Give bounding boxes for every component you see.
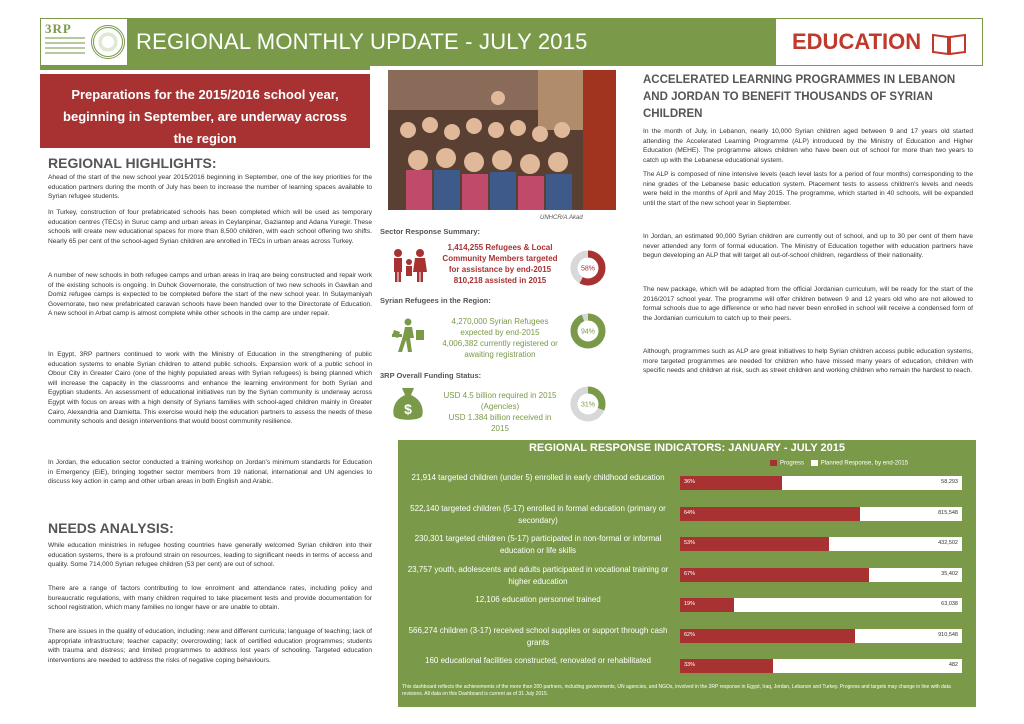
needs-title: NEEDS ANALYSIS: <box>48 520 174 536</box>
needs-paragraph: There are a range of factors contributing to low enrolment and attendance rates, including policy and bureaucratic regulations, with many children required to take placement tests and provide documentation for school registration, which many families no longer have or are unable to obtain. <box>48 585 372 612</box>
indicator-pct-label: 64% <box>684 509 696 516</box>
indicator-pct-label: 53% <box>684 540 696 546</box>
article-title: ACCELERATED LEARNING PROGRAMMES IN LEBANON AND JORDAN TO BENEFIT THOUSANDS OF SYRIAN CHILDREN <box>643 74 956 120</box>
funding-label: 3RP Overall Funding Status: <box>380 371 482 380</box>
article-paragraph: In the month of July, in Lebanon, nearly 10,000 Syrian children aged between 9 and 17 years old started attending the Accelerated Learning Programme (ALP) introduced by the Ministry of Education and Higher Education (MEHE). The programme allows children who have been out of school for more than two years to catch up with the Lebanese educational system. <box>643 128 973 164</box>
indicator-pct-label: 62% <box>684 631 696 638</box>
indicator-progress-bar <box>680 476 782 490</box>
sector-summary-stat <box>440 242 560 286</box>
sector-summary-label: Sector Response Summary: <box>380 227 481 236</box>
indicator-row <box>398 531 976 561</box>
needs-paragraph: While education ministries in refugee hosting countries have generally welcomed Syrian children into their education systems, there is a profound strain on resources, leading to significant needs in terms of access and quality. Some 714,000 Syrian refugee children (53 per cent) are out of school. <box>48 542 372 569</box>
indicator-progress-bar <box>680 568 869 582</box>
indicator-label: 522,140 targeted children (5-17) enrolled in formal education (primary or secondary) <box>410 503 666 525</box>
indicator-label: 566,274 children (3-17) received school supplies or support through cash grants <box>408 625 668 647</box>
indicator-label: 23,757 youth, adolescents and adults participated in vocational training or higher education <box>407 564 669 586</box>
indicators-panel <box>398 440 976 707</box>
refugees-pct-label: 94% <box>580 328 596 336</box>
indicator-label: 230,301 targeted children (5-17) participated in non-formal or informal education or life skills <box>414 534 662 555</box>
refugees-expected-text: 4,270,000 Syrian Refugees expected by end-2015 <box>451 317 549 337</box>
highlights-paragraph: Ahead of the start of the new school year 2015/2016 beginning in September, one of the key priorities for the education partners during the month of July has been to increase the number of learning spaces available to Syrian refugee students. <box>48 174 372 201</box>
indicators-footnote: This dashboard reflects the achievements of the more than 200 partners, including governments, UN agencies, and NGOs, involved in the 3RP response in Egypt, Iraq, Jordan, Lebanon and Turkey. Progress and targets may change in line with data revisions. All data on this Dashboard is current as of 31 July 2015. <box>402 684 951 697</box>
sector-progress-donut <box>570 250 606 286</box>
indicator-row <box>398 623 976 653</box>
article-paragraph: The ALP is composed of nine intensive levels (each level lasts for a period of four months) corresponding to the nine grades of the Lebanese basic education system. Placement tests to assess children's levels and needs were held in the months of April and May 2015. The programme, which started in 40 schools, will be expanded until the start of the new school year in September. <box>643 171 973 207</box>
indicator-row <box>398 562 976 592</box>
indicators-legend <box>770 460 908 467</box>
article-paragraph: The new package, which will be adapted from the official Jordanian curriculum, will be ready for the start of the 2016/2017 school year. The programme will offer children between 9 and 12 years old who are not allowed to formal schools due to age difference or who had never been enrolled in school will receive a condensed form of the Jordanian curriculum to catch up to their peers. <box>643 286 973 322</box>
highlights-title: REGIONAL HIGHLIGHTS: <box>48 155 217 171</box>
highlights-paragraph: In Egypt, 3RP partners continued to work with the Ministry of Education in the strengthening of public education systems to enable Syrian children to attend public schools. Expansion work of a public school in Obour City in Greater Cairo (one of the highly populated areas with Syrian refugees) is being planned which will increase the capacity in the classrooms and enhance the learning environment for both Syrian and Egyptian students. An assessment of educational initiatives run by the Syrian community is underway across Egypt with focus on areas with a high density of Syrians families with school-aged children mainly in Greater Cairo, Alexandria and Damietta. This exercise would help the education partners to assess the needs of these community schools and design interventions that would boost community resilience. <box>48 351 372 426</box>
indicator-row <box>398 653 976 683</box>
refugees-registered-text: 4,006,382 currently registered or awaiting registration <box>442 339 558 359</box>
family-icon <box>390 248 430 282</box>
page-title: REGIONAL MONTHLY UPDATE - JULY 2015 <box>136 29 588 54</box>
legend-planned-label: Planned Response, by end-2015 <box>820 460 909 467</box>
sector-targeted-text: 1,414,255 Refugees & Local Community Members targeted for assistance by end-2015 <box>442 243 558 274</box>
indicator-target-label: 815,548 <box>938 509 958 516</box>
article-paragraph: In Jordan, an estimated 90,000 Syrian children are currently out of school, and up to 30 per cent of them have never attended any form of formal education. The Ministry of Education together with education partners have begun developing an ALP that will target all out-of-school children, regardless of their nationality. <box>643 233 973 260</box>
indicator-label: 160 educational facilities constructed, renovated or rehabilitated <box>425 656 651 665</box>
funding-stat <box>440 390 560 434</box>
needs-paragraph: There are issues in the quality of education, including: new and different curricula; language of teaching; lack of appropriate infrastructure; teacher capacity; overcrowding; lack of certified education programmes; students with trauma and distress; and limited programmes to address lost years of schooling. Targeted education interventions are needed to address the risks of negative coping behaviours. <box>48 628 372 664</box>
indicator-pct-label: 19% <box>684 601 696 607</box>
legend-progress-swatch <box>770 460 777 466</box>
funding-received-text: USD 1.384 billion received in 2015 <box>448 413 552 433</box>
indicator-pct-label: 67% <box>684 570 696 577</box>
indicator-pct-label: 33% <box>684 662 696 668</box>
sector-badge <box>775 18 983 66</box>
logo-text: 3RP <box>45 21 72 36</box>
indicator-label: 21,914 targeted children (under 5) enrolled in early childhood education <box>411 473 665 482</box>
photo-credit: UNHCR/A.Akad <box>540 215 583 221</box>
indicator-target-label: 58,293 <box>941 479 958 485</box>
book-icon <box>932 33 966 55</box>
header-strip <box>40 66 370 70</box>
legend-progress-label: Progress <box>780 460 805 467</box>
seal-icon <box>91 25 125 59</box>
page-header <box>40 18 983 66</box>
indicator-row <box>398 470 976 500</box>
sector-pct-label: 58% <box>580 265 596 273</box>
3rp-logo <box>40 18 128 66</box>
money-bag-icon <box>392 386 424 422</box>
indicator-target-label: 35,402 <box>941 570 958 577</box>
article-paragraph: Although, programmes such as ALP are great initiatives to help Syrian children access public education systems, more targeted programmes are needed for children who have missed many years of education, children with specific needs and children at risk, such as street children and working children who remain the hardest to reach. <box>643 348 973 375</box>
sector-assisted-text: 810,218 assisted in 2015 <box>453 276 547 285</box>
funding-progress-donut <box>570 386 606 422</box>
indicator-target-label: 63,038 <box>941 601 958 607</box>
highlights-paragraph: In Jordan, the education sector conducted a training workshop on Jordan's minimum standards for Education in Emergency (EiE), bringing together sector members from 19 national, international and UN agencies to discuss key action in camp and other urban areas in both English and Arabic. <box>48 459 372 486</box>
indicator-progress-bar <box>680 537 829 551</box>
indicator-row <box>398 501 976 531</box>
highlights-paragraph: In Turkey, construction of four prefabricated schools has been completed which will be used as temporary education centres (TECs) in Suruc camp and urban areas in Ceylanpinar, Gaziantep and Adana Yuregir. These schools will create new educational spaces for more than 8,500 children, with each school offering two shifts. Nearly 65 per cent of the school-aged Syrian children are enrolled in TECs in urban areas across Turkey. <box>48 209 372 245</box>
indicator-row <box>398 592 976 622</box>
indicators-title: REGIONAL RESPONSE INDICATORS: JANUARY - JULY 2015 <box>528 442 846 454</box>
sector-label: EDUCATION <box>792 29 922 54</box>
indicator-target-label: 910,548 <box>938 631 958 638</box>
walking-refugee-icon <box>392 318 426 354</box>
funding-required-text: USD 4.5 billion required in 2015 (Agencies) <box>443 391 557 411</box>
legend-planned-swatch <box>811 460 818 466</box>
headline-banner: Preparations for the 2015/2016 school year, beginning in September, are underway across the region <box>40 74 370 148</box>
funding-pct-label: 31% <box>580 401 596 409</box>
highlights-paragraph: A number of new schools in both refugee camps and urban areas in Iraq are being constructed and repair work of the existing schools is ongoing. In Duhok Governorate, the construction of two new schools in Gawilan and Domiz refugee camps is expected to be completed before the start of the new school year. In Sulaymaniyah Governorate, two new prefabricated caravan schools have been handed over to the Directorate of Education. A new school in Arbat camp is almost complete while other schools in the camp are under repair. <box>48 272 372 318</box>
svg-text:$: $ <box>404 401 412 417</box>
indicator-label: 12,106 education personnel trained <box>475 595 601 604</box>
logo-decoration <box>45 37 85 57</box>
refugees-progress-donut <box>570 313 606 349</box>
children-classroom-photo <box>388 70 616 210</box>
refugees-label: Syrian Refugees in the Region: <box>380 296 491 305</box>
refugees-stat <box>440 316 560 360</box>
indicator-target-label: 432,502 <box>938 540 958 546</box>
indicator-target-label: 482 <box>948 662 958 668</box>
indicator-progress-bar <box>680 629 855 643</box>
indicator-progress-bar <box>680 507 860 521</box>
indicator-pct-label: 36% <box>684 479 696 485</box>
